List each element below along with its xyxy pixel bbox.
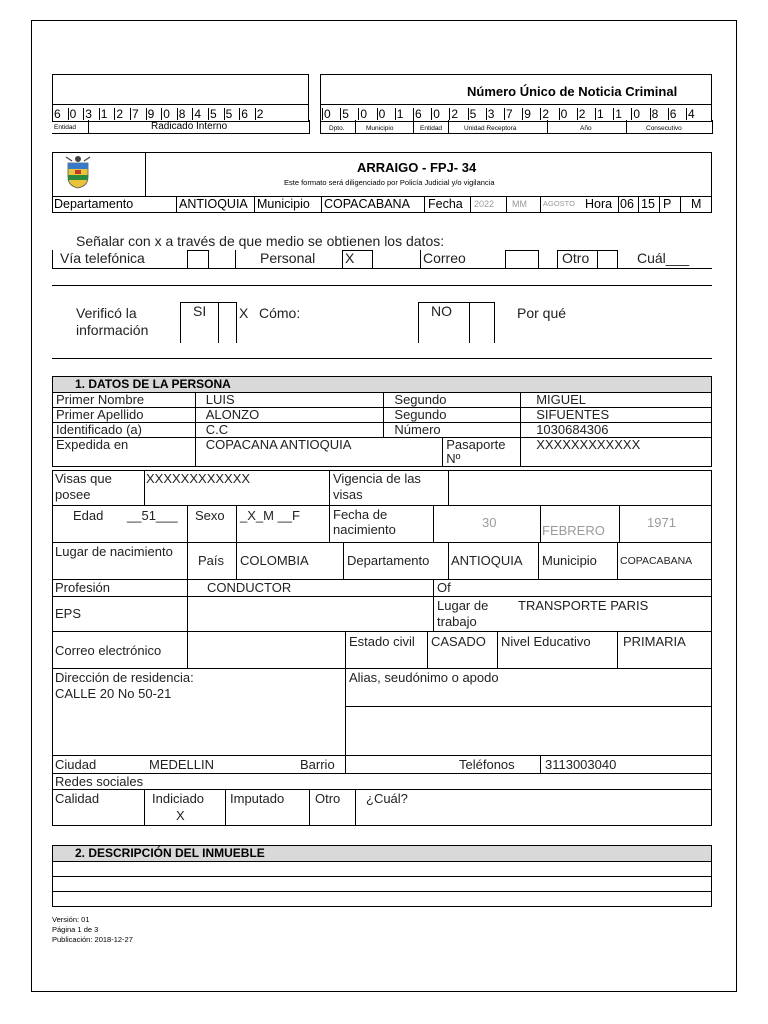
nuc-digit: 6 — [241, 107, 248, 121]
nuc-digit: 2 — [116, 107, 124, 121]
lugar-trabajo-label: Lugar de trabajo — [437, 598, 489, 629]
nuc-digit: 2 — [451, 107, 459, 121]
of-label: Of — [437, 580, 451, 595]
nuc-digit: 5 — [469, 107, 477, 121]
nuc-digit: 1 — [597, 107, 604, 121]
nuc-digit: 2 — [578, 107, 586, 121]
footer-pagina: Página 1 de 3 — [52, 925, 99, 934]
nuc-digit: 3 — [85, 107, 92, 121]
label-municipio: Municipio — [366, 125, 394, 132]
sexo-label: Sexo — [195, 508, 225, 523]
eps-label: EPS — [55, 606, 82, 621]
verify-label: Verificó la información — [76, 305, 149, 338]
nivel-value: PRIMARIA — [623, 634, 686, 649]
nuc-digit: 2 — [256, 107, 264, 121]
nuc-digit: 0 — [378, 107, 386, 121]
fecha-label: Fecha — [428, 197, 463, 211]
nuc-digit: 7 — [506, 107, 513, 121]
redes-label: Redes sociales — [55, 774, 144, 789]
verify-porque: Por qué — [517, 305, 567, 321]
indiciado-mark: X — [176, 808, 185, 823]
section-1-title: 1. DATOS DE LA PERSONA — [75, 377, 231, 391]
redes-row — [52, 773, 712, 790]
ciudad-value: MEDELLIN — [149, 757, 215, 772]
ciudad-label: Ciudad — [55, 757, 97, 772]
municipio-label: Municipio — [257, 197, 310, 211]
mun-label: Municipio — [542, 553, 597, 568]
direccion-label: Dirección de residencia: — [55, 670, 194, 685]
edad-label: Edad — [73, 508, 104, 523]
nac-mes: FEBRERO — [542, 523, 605, 538]
source-personal: Personal — [260, 250, 316, 266]
fecha-mm: MM — [512, 199, 527, 209]
inmueble-lines — [52, 861, 712, 907]
nuc-digit: 8 — [178, 107, 186, 121]
calidad-label: Calidad — [55, 791, 100, 806]
source-row — [52, 250, 712, 269]
municipio-value: COPACABANA — [324, 197, 410, 211]
nuc-digit: 9 — [147, 107, 155, 121]
table-row: Primer Nombre LUIS Segundo MIGUEL — [53, 393, 712, 408]
footer-publicacion: Publicación: 2018-12-27 — [52, 935, 133, 944]
departamento-value: ANTIOQUIA — [179, 197, 248, 211]
nuc-digit: 1 — [100, 107, 108, 121]
label-dpto: Dpto. — [329, 125, 345, 132]
sexo-value: _X_M __F — [240, 508, 300, 523]
lugar-nac-label: Lugar de nacimiento — [55, 544, 173, 559]
source-personal-mark: X — [345, 250, 355, 266]
source-question: Señalar con x a través de que medio se obtienen los datos: — [76, 233, 445, 249]
barrio-label: Barrio — [300, 757, 335, 772]
profesion-row — [52, 579, 712, 597]
cual-label: ¿Cuál? — [366, 791, 408, 806]
indiciado-label: Indiciado — [152, 791, 205, 806]
nuc-digit: 1 — [396, 107, 404, 121]
pais-value: COLOMBIA — [240, 553, 309, 568]
nuc-digit: 9 — [524, 107, 531, 121]
hora-mi: 15 — [641, 197, 655, 211]
section-2-title: 2. DESCRIPCIÓN DEL INMUEBLE — [75, 846, 265, 860]
edad-value: __51___ — [127, 508, 178, 523]
depto-label: Departamento — [347, 553, 430, 568]
table-row: Expedida en COPACANA ANTIOQUIA Pasaporte Nº XXXXXXXXXXXX — [53, 438, 712, 467]
table-row: Primer Apellido ALONZO Segundo SIFUENTES — [53, 408, 712, 423]
table-row: Identificado (a) C.C Número 1030684306 — [53, 423, 712, 438]
nuc-digit: 0 — [69, 107, 77, 121]
persona-names-table — [52, 392, 712, 467]
nuc-digit: 7 — [132, 107, 139, 121]
direccion-value: CALLE 20 No 50-21 — [55, 686, 172, 701]
estado-value: CASADO — [431, 634, 486, 649]
nuc-digit: 0 — [360, 107, 368, 121]
label-entidad2: Entidad — [420, 125, 443, 132]
nuc-digit: 0 — [560, 107, 568, 121]
nuc-digit: 0 — [433, 107, 440, 121]
verify-no: NO — [431, 303, 452, 319]
nuc-digit: 3 — [487, 107, 495, 121]
label-consecutivo: Consecutivo — [646, 125, 682, 132]
nuc-digit: 4 — [688, 107, 695, 121]
nivel-label: Nivel Educativo — [501, 634, 591, 649]
nuc-digit: 6 — [415, 107, 422, 121]
fecha-nac-label: Fecha de nacimiento — [333, 507, 396, 537]
depto-value: ANTIOQUIA — [451, 553, 523, 568]
hora-label: Hora — [585, 197, 613, 211]
verify-si-mark: X — [239, 305, 249, 321]
noticia-criminal-title: Número Único de Noticia Criminal — [467, 84, 678, 99]
label-unidad: Unidad Receptora — [464, 125, 517, 132]
nuc-digit: 4 — [194, 107, 202, 121]
section-1-header — [52, 376, 712, 393]
alias-label: Alias, seudónimo o apodo — [349, 670, 499, 685]
fecha-month: AGOSTO — [543, 199, 575, 208]
telefonos-value: 3113003040 — [545, 757, 617, 772]
fecha-year: 2022 — [474, 199, 495, 209]
label-radicado: Radicado Interno — [151, 121, 228, 132]
hora-p: P — [663, 197, 672, 211]
hora-m: M — [691, 197, 702, 211]
nac-dia: 30 — [482, 515, 497, 530]
source-correo: Correo — [423, 250, 466, 266]
profesion-value: CONDUCTOR — [207, 580, 292, 595]
lugar-trabajo-value: TRANSPORTE PARIS — [518, 598, 649, 613]
pais-label: País — [198, 553, 225, 568]
colombia-coat-of-arms — [64, 155, 92, 189]
otro-label: Otro — [315, 791, 341, 806]
source-via-telefonica: Vía telefónica — [60, 250, 145, 266]
hora-hh: 06 — [620, 197, 634, 211]
nuc-digit: 5 — [225, 107, 233, 121]
nuc-digit: 5 — [342, 107, 349, 121]
nuc-digit: 8 — [651, 107, 659, 121]
section-2-header — [52, 845, 712, 862]
estado-label: Estado civil — [349, 634, 415, 649]
nuc-digit: 1 — [615, 107, 622, 121]
form-subtitle: Este formato será diligenciado por Policía Judicial y/o vigilancia — [284, 178, 495, 187]
visas-value: XXXXXXXXXXXX — [146, 471, 251, 486]
telefonos-label: Teléfonos — [459, 757, 515, 772]
mun-value: COPACABANA — [620, 555, 693, 567]
nuc-digit: 0 — [324, 107, 331, 121]
label-anio: Año — [580, 125, 592, 132]
profesion-label: Profesión — [55, 580, 110, 595]
nac-anio: 1971 — [647, 515, 676, 530]
nuc-digit: 6 — [54, 107, 61, 121]
nuc-digit: 6 — [669, 107, 677, 121]
verify-como: Cómo: — [259, 305, 301, 321]
verify-si: SI — [193, 303, 207, 319]
correo-label: Correo electrónico — [55, 643, 162, 658]
nuc-digit: 5 — [210, 107, 217, 121]
departamento-label: Departamento — [54, 197, 134, 211]
vigencia-label: Vigencia de las visas — [333, 471, 421, 502]
imputado-label: Imputado — [230, 791, 285, 806]
source-cual: Cuál___ — [637, 250, 690, 266]
nuc-digit: 0 — [633, 107, 641, 121]
nuc-digit: 2 — [542, 107, 550, 121]
footer-version: Versión: 01 — [52, 915, 90, 924]
label-entidad: Entidad — [54, 124, 77, 131]
visas-label: Visas que posee — [55, 471, 112, 502]
nuc-digit: 0 — [163, 107, 170, 121]
form-title: ARRAIGO - FPJ- 34 — [357, 160, 477, 175]
source-otro: Otro — [562, 250, 590, 266]
